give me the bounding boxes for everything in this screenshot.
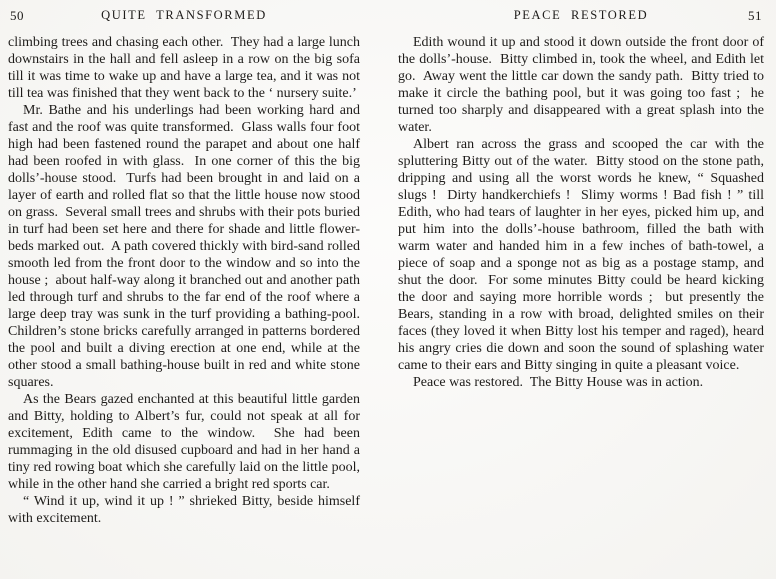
paragraph: climbing trees and chasing each other. They had a large lunch downstairs in the hall and fell asleep in a row on the big sofa till it was time to wake up and have a large tea, and it was not till tea was finished that they went back to the ‘ nursery suite.’ [8, 35, 364, 101]
running-head-left [8, 8, 360, 23]
page-number-left: 50 [10, 8, 24, 23]
paragraph: Peace was restored. The Bitty House was in action. [413, 375, 704, 390]
page-left [8, 0, 367, 579]
running-head-right [398, 8, 764, 23]
paragraph: Albert ran across the grass and scooped the car with the spluttering Bitty out of the water. Bitty stood on the stone path, dripping and using all the worst words he knew, “ Squashed slugs ! Dirty handkerchiefs ! Slimy worms ! Bad fish ! ” till Edith, who had tears of laughter in her eyes, picked him up, and put him into the dolls’-house bathroom, filled the bath with warm water and handed him in a few inches of bath-towel, a piece of soap and a sponge not as big as a postage stamp, and shut the door. For some minutes Bitty could be heard kicking the door and saying more horrible words ; but presently the Bears, standing in a row with broad, delighted smiles on their faces (they loved it when Bitty lost his temper and raged), heard his angry cries die down and soon the sound of splashing water came to their ears and Bitty singing in quite a pleasant voice. [398, 137, 768, 373]
paragraph: As the Bears gazed enchanted at this beautiful little garden and Bitty, holding to Albert’s fur, could not speak at all for excitement, Edith came to the window. She had been rummaging in the old disused cupboard and had in her hand a tiny red rowing boat which she carefully laid on the little pool, while in the other hand she carried a bright red sports car. [8, 392, 364, 492]
page-right [398, 0, 768, 579]
paragraph: “ Wind it up, wind it up ! ” shrieked Bitty, beside himself with excitement. [8, 494, 364, 526]
running-title-right: PEACE RESTORED [513, 8, 649, 22]
body-text-right [398, 34, 768, 391]
running-title-left: QUITE TRANSFORMED [101, 8, 267, 22]
paragraph: Edith wound it up and stood it down outside the front door of the dolls’-house. Bitty climbed in, took the wheel, and Edith let go. Away went the little car down the sandy path. Bitty tried to make it circle the bathing pool, but it was going too fast ; he turned too sharply and disappeared with a great splash into the water. [398, 35, 768, 135]
page-number-right: 51 [748, 8, 762, 23]
paragraph: Mr. Bathe and his underlings had been working hard and fast and the roof was quite transformed. Glass walls four foot high had been fastened round the parapet and about one half had been roofed in with glass. In one corner of this the big dolls’-house stood. Turfs had been brought in and laid on a layer of earth and rolled flat so that the little house now stood on grass. Several small trees and shrubs with their pots buried in turf had been set here and there for shade and little flower-beds marked out. A path covered thickly with bird-sand rolled smooth led from the front door to the window and so into the house ; about half-way along it branched out and another path led through turf and shrubs to the far end of the roof where a large deep tray was sunk in the turf providing a bathing-pool. Children’s stone bricks carefully arranged in patterns bordered the pool and built a diving erection at one end, while at the other stood a small bathing-house built in red and white stone squares. [8, 103, 367, 390]
body-text-left [8, 34, 367, 527]
